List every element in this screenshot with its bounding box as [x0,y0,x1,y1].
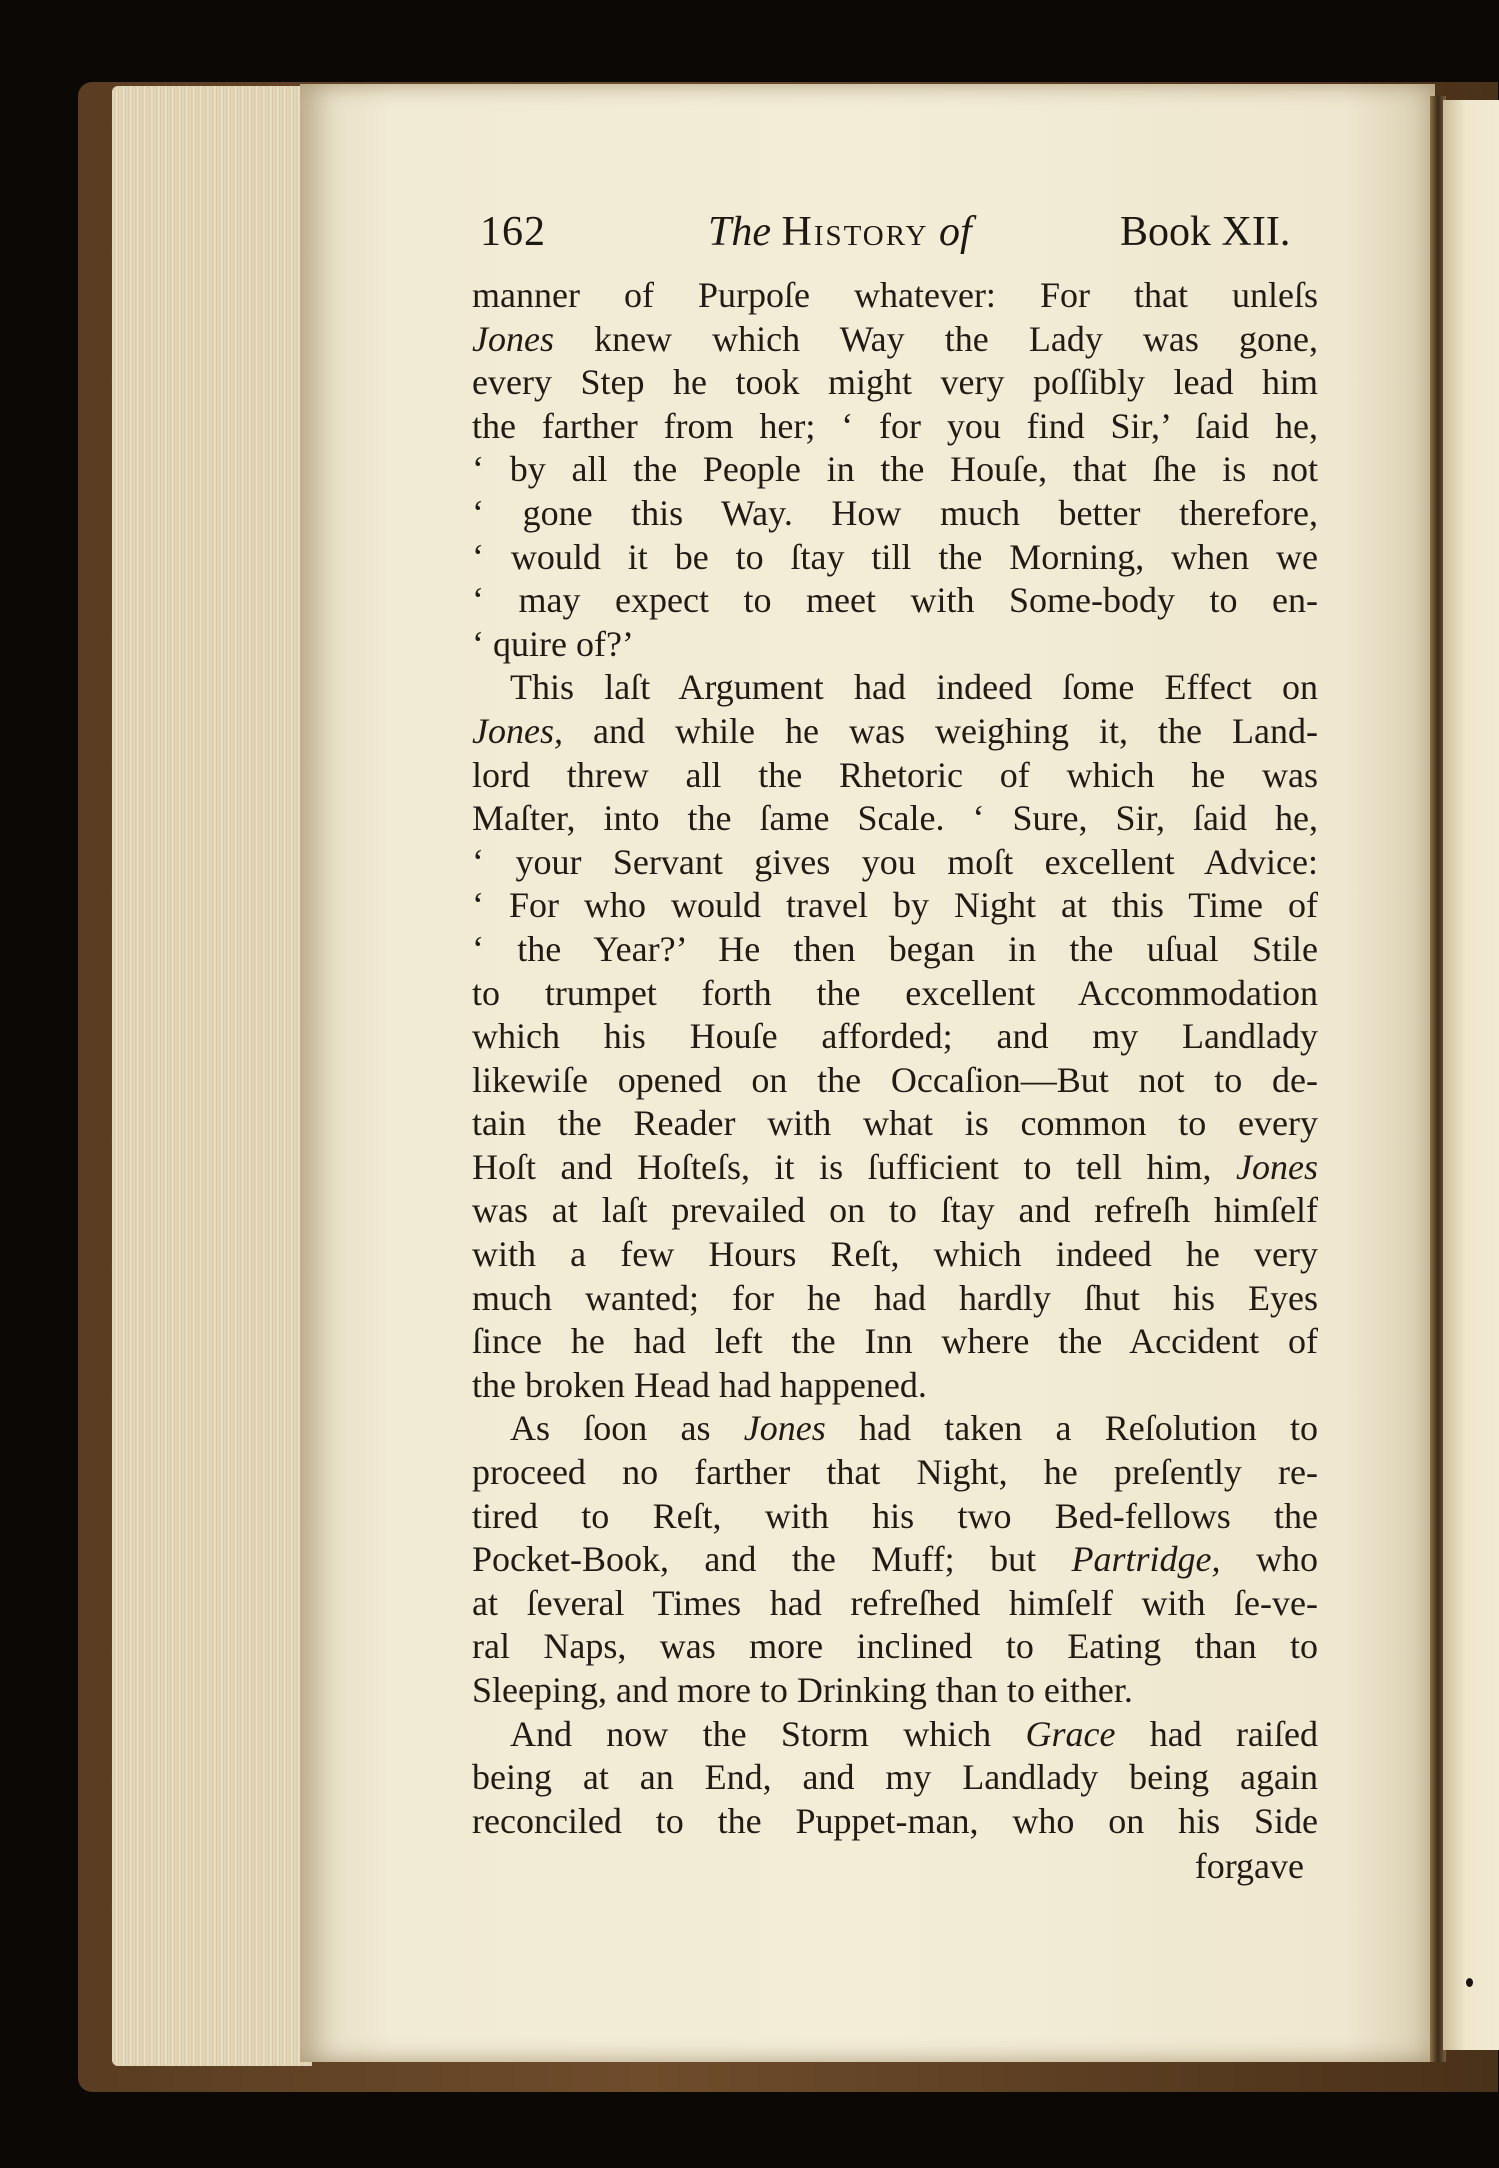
text-line [472,1364,1318,1408]
line-text: ‘ quire of?’ [472,623,634,664]
line-text-before: Hoſt and Hoſteſs, it is ſufficient to tell him, [472,1146,1237,1187]
text-line [472,1102,1318,1146]
text-line [472,1625,1318,1669]
facing-page-edge [1443,100,1499,2050]
line-text: every Step he took might very poſſibly lead him [472,362,1318,403]
line-text-italic: Jones [472,318,554,359]
text-line [472,928,1318,972]
text-line [472,623,1318,667]
page-number: 162 [480,209,546,255]
text-line [472,318,1318,362]
line-text: manner of Purpoſe whatever: For that unleſs [472,275,1318,315]
line-text: Maſter, into the ſame Scale. ‘ Sure, Sir, ſaid he, [472,798,1318,839]
line-text: the farther from her; ‘ for you find Sir,’ ſaid he, [472,405,1318,446]
line-text: likewiſe opened on the Occaſion—But not to de- [472,1059,1318,1100]
line-text-before: And now the Storm which [510,1713,1026,1754]
text-line [472,1233,1318,1277]
line-text-after: had taken a Reſolution to [825,1408,1318,1449]
line-text: ‘ would it be to ſtay till the Morning, when we [472,536,1318,577]
text-line [472,448,1318,492]
text-line [472,710,1318,754]
text-line [472,1800,1318,1844]
line-text: ‘ gone this Way. How much better therefore, [472,492,1318,533]
line-text: which his Houſe afforded; and my Landlady [472,1016,1318,1057]
text-line [472,1277,1318,1321]
text-line [472,884,1318,928]
line-text: tain the Reader with what is common to every [472,1103,1318,1144]
catchword: forgave [1194,1846,1304,1887]
line-text: ſince he had left the Inn where the Accident of [472,1321,1318,1362]
line-text: at ſeveral Times had refreſhed himſelf with ſe-ve- [472,1582,1318,1623]
page-edges [112,86,312,2066]
text-line [472,536,1318,580]
text-line [472,754,1318,798]
text-line [472,579,1318,623]
text-line [472,274,1318,318]
text-line [472,361,1318,405]
line-text-after: knew which Way the Lady was gone, [553,318,1318,359]
text-line [472,1320,1318,1364]
line-text: tired to Reſt, with his two Bed-fellows the [472,1495,1318,1536]
line-text: Sleeping, and more to Drinking than to either. [472,1670,1133,1710]
text-line [472,1451,1318,1495]
text-line [472,1015,1318,1059]
body-text [472,274,1318,1889]
line-text-italic: Jones [1236,1146,1318,1187]
line-text: proceed no farther that Night, he preſently re- [472,1452,1318,1493]
text-line [472,492,1318,536]
line-text: This laſt Argument had indeed ſome Effect on [510,667,1318,708]
book-label: Book XII. [1120,209,1291,255]
text-line [472,972,1318,1016]
running-title-history: History [781,209,929,255]
line-text: much wanted; for he had hardly ſhut his Eyes [472,1277,1318,1318]
line-text: ral Naps, was more inclined to Eating than to [472,1626,1318,1667]
text-line [472,666,1318,710]
line-text-after: had raiſed [1115,1713,1318,1754]
running-header [480,208,1310,268]
line-text: ‘ may expect to meet with Some-body to en- [472,580,1318,621]
text-line [472,1713,1318,1757]
text-line [472,1146,1318,1190]
line-text: reconciled to the Puppet-man, who on his Side [472,1800,1318,1841]
line-text: with a few Hours Reſt, which indeed he very [472,1234,1318,1275]
line-text: being at an End, and my Landlady being again [472,1757,1318,1798]
text-line [472,1189,1318,1233]
line-text-before: As ſoon as [510,1408,744,1449]
line-text: ‘ your Servant gives you moſt excellent Advice: [472,841,1318,882]
line-text: lord threw all the Rhetoric of which he was [472,754,1318,795]
text-line [472,841,1318,885]
line-text-italic: Jones [743,1408,826,1449]
line-text-before: Pocket-Book, and the Muff; but [472,1539,1072,1580]
ink-mark [1466,1978,1473,1987]
running-title-the: The [708,209,771,255]
line-text: ‘ For who would travel by Night at this Time of [472,885,1318,926]
text-line [472,1059,1318,1103]
line-text-after: who [1220,1539,1318,1580]
text-line [472,1495,1318,1539]
line-text: the broken Head had happened. [472,1364,927,1405]
text-line [472,1538,1318,1582]
line-text: ‘ the Year?’ He then began in the uſual Stile [472,928,1318,969]
line-text-italic: Partridge, [1071,1539,1221,1580]
running-title [708,208,972,256]
text-line [472,797,1318,841]
text-line [472,1756,1318,1800]
line-text: was at laſt prevailed on to ſtay and refreſh himſelf [472,1190,1318,1231]
text-line [472,1582,1318,1626]
line-text-italic: Jones, [472,710,563,751]
line-text-after: and while he was weighing it, the Land- [562,710,1318,751]
text-line [472,405,1318,449]
line-text: ‘ by all the People in the Houſe, that ſhe is not [472,449,1318,490]
text-line [472,1669,1318,1713]
running-title-of: of [938,209,972,255]
text-line [472,1407,1318,1451]
line-text-italic: Grace [1025,1713,1116,1754]
line-text: to trumpet forth the excellent Accommodation [472,972,1318,1013]
